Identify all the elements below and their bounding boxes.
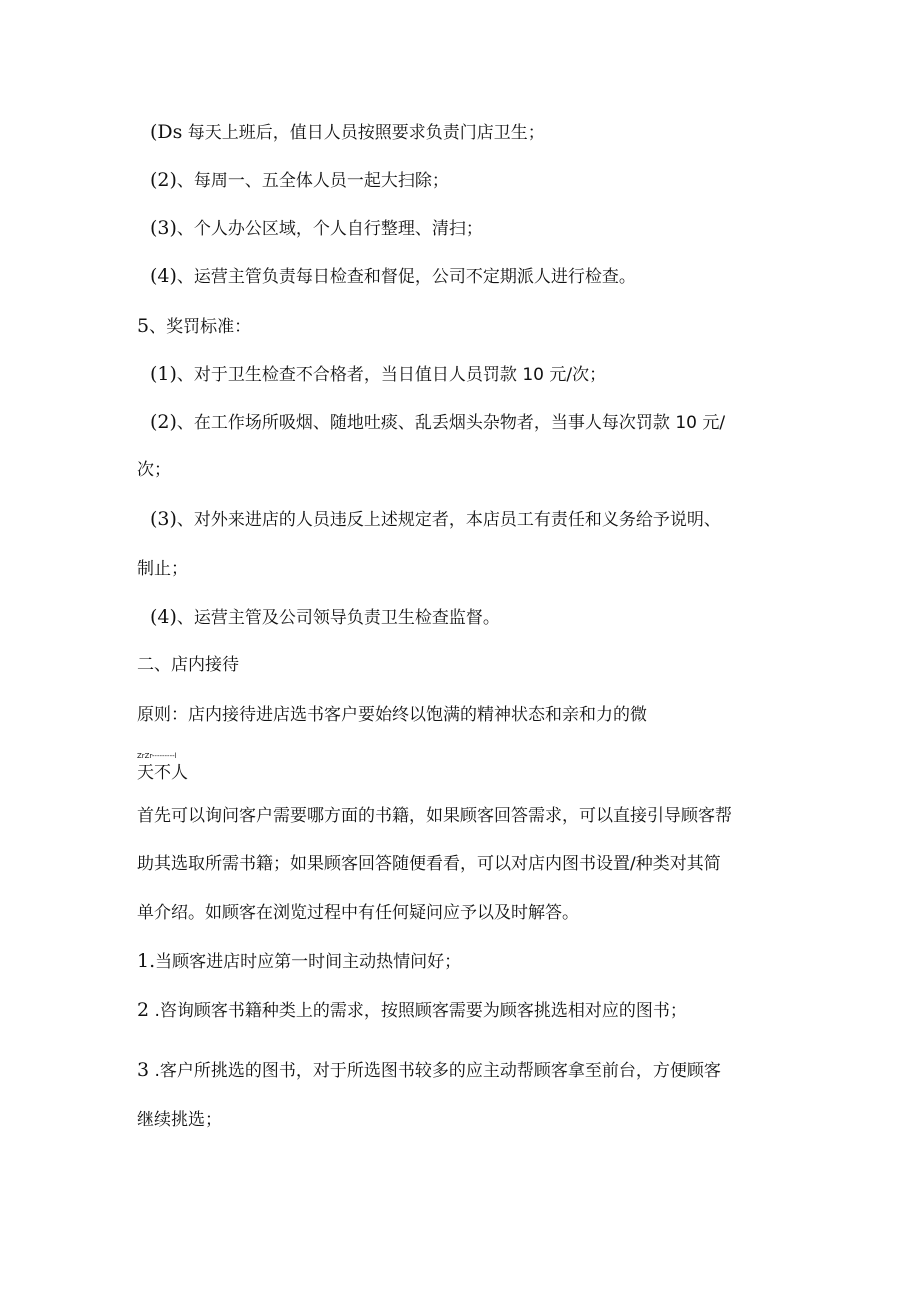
text-line: [150, 216, 920, 241]
line-prefix: (3): [150, 217, 177, 239]
line-prefix: (4): [150, 606, 177, 628]
line-text: 二、店内接待: [137, 655, 239, 675]
line-text: 、在工作场所吸烟、随地吐痰、乱丢烟头杂物者，当事人每次罚款 10 元/: [176, 413, 726, 433]
line-prefix: (3): [150, 508, 177, 530]
line-text: 、每周一、五全体人员一起大扫除；: [176, 171, 449, 191]
line-text: 当顾客进店时应第一时间主动热情问好；: [155, 952, 462, 972]
text-line: [137, 852, 920, 876]
text-line: [137, 703, 920, 727]
list-item: [137, 998, 920, 1023]
text-line: [137, 458, 920, 482]
text-line: [150, 410, 920, 435]
line-prefix: 3: [137, 1059, 150, 1081]
line-text: 每天上班后，值日人员按照要求负责门店卫生；: [182, 123, 545, 143]
line-text: 、运营主管及公司领导负责卫生检查监督。: [176, 608, 500, 628]
line-prefix: 1.: [137, 950, 156, 972]
line-text: 、对于卫生检查不合格者，当日值日人员罚款 10 元/次；: [176, 365, 607, 385]
text-line: [137, 804, 920, 828]
line-text: 制止；: [137, 559, 188, 579]
text-line: [137, 1108, 920, 1132]
list-item: [137, 949, 920, 974]
text-line: [137, 901, 920, 925]
text-line: [150, 605, 920, 630]
line-text: 助其选取所需书籍；如果顾客回答随便看看，可以对店内图书设置/种类对其简: [137, 854, 721, 874]
line-text: 次；: [137, 460, 171, 480]
line-text: 、对外来进店的人员违反上述规定者，本店员工有责任和义务给予说明、: [176, 510, 721, 530]
line-prefix: (4): [150, 265, 177, 287]
line-text: .咨询顾客书籍种类上的需求，按照顾客需要为顾客挑选相对应的图书；: [149, 1001, 687, 1021]
line-text: 首先可以询问客户需要哪方面的书籍，如果顾客回答需求，可以直接引导顾客帮: [137, 806, 732, 826]
line-prefix: (1): [150, 363, 177, 385]
line-text: 、奖罚标准：: [149, 317, 252, 337]
text-line: [137, 557, 920, 581]
line-text: 天不人: [137, 763, 188, 783]
list-item: [137, 1058, 920, 1083]
line-text: .客户所挑选的图书，对于所选图书较多的应主动帮顾客拿至前台，方便顾客: [149, 1061, 721, 1081]
line-text: 、个人办公区域，个人自行整理、清扫；: [176, 219, 483, 239]
text-line: [137, 314, 920, 339]
text-line: [150, 264, 920, 289]
line-prefix: (2): [150, 169, 177, 191]
text-line: [150, 120, 920, 145]
line-prefix: (2): [150, 411, 177, 433]
line-text: 继续挑选；: [137, 1110, 222, 1130]
line-prefix: 5: [137, 315, 150, 337]
text-line: [150, 168, 920, 193]
line-prefix: 2: [137, 999, 150, 1021]
line-prefix: (Ds: [150, 121, 183, 143]
text-line: [150, 507, 920, 532]
text-line: [137, 761, 920, 785]
text-line: [150, 362, 920, 387]
line-text: 、运营主管负责每日检查和督促，公司不定期派人进行检查。: [176, 267, 636, 287]
small-note: ZrZr---------l: [137, 752, 177, 760]
section-heading: [137, 653, 920, 677]
line-text: 单介绍。如顾客在浏览过程中有任何疑问应予以及时解答。: [137, 903, 579, 923]
line-text: 原则：店内接待进店选书客户要始终以饱满的精神状态和亲和力的微: [137, 705, 647, 725]
